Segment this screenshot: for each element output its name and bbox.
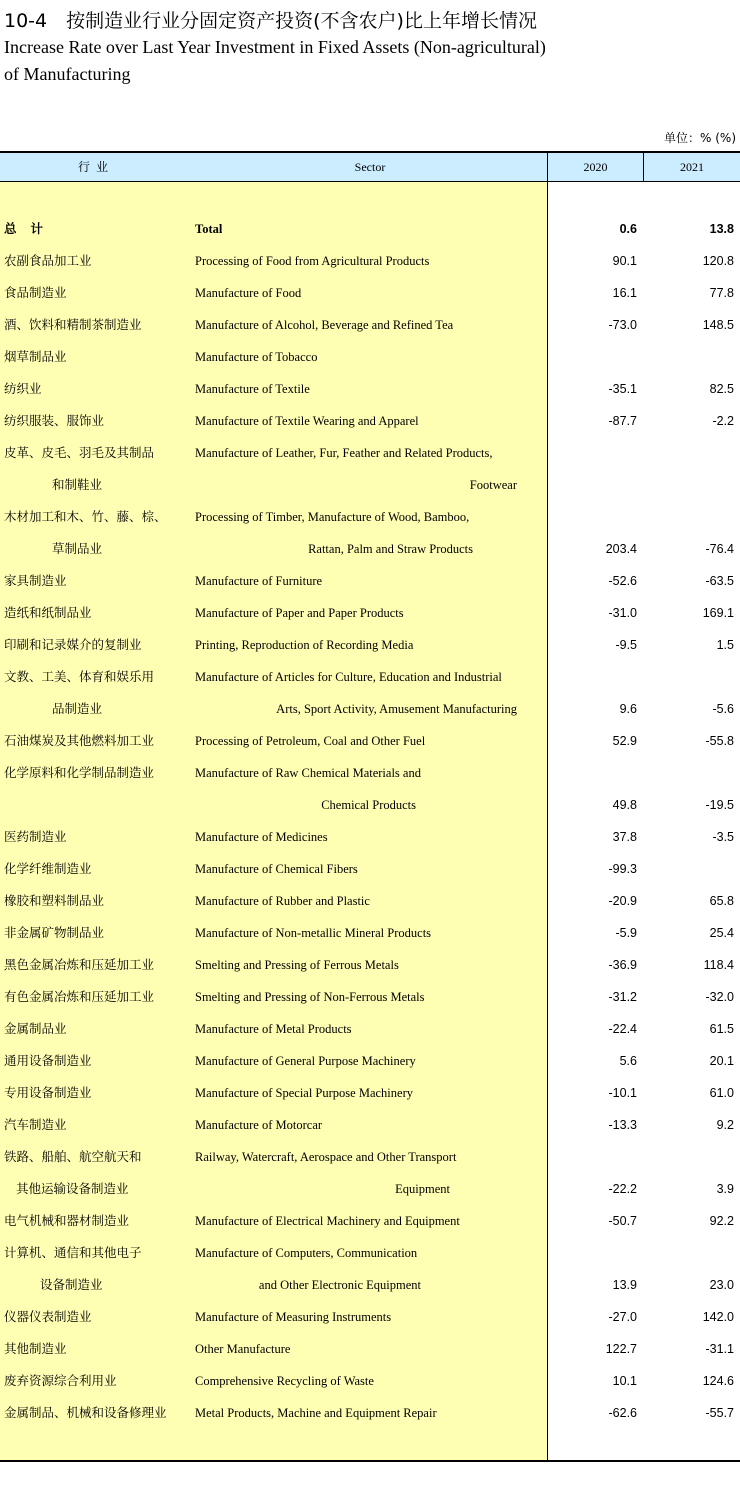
- table-row: [0, 437, 740, 469]
- table-title-english-line2: of Manufacturing: [4, 64, 131, 84]
- value-2021: -2.2: [712, 414, 734, 428]
- value-2020: -36.9: [608, 958, 637, 972]
- row-label-cn: 木材加工和木、竹、藤、棕、: [4, 509, 167, 524]
- value-2020: 0.6: [619, 222, 637, 236]
- table-row: [0, 1301, 740, 1333]
- row-label-en: Manufacture of Textile Wearing and Apparel: [195, 414, 419, 428]
- value-2021: 148.5: [702, 318, 734, 332]
- table-row: [0, 661, 740, 693]
- row-label-cn: 非金属矿物制品业: [4, 925, 105, 940]
- row-label-en: Manufacture of Electrical Machinery and Equipment: [195, 1214, 460, 1228]
- row-label-en: Manufacture of Food: [195, 286, 302, 300]
- row-label-cn: 电气机械和器材制造业: [4, 1213, 130, 1228]
- header-year-2021: 2021: [680, 160, 704, 174]
- row-label-cn: 计算机、通信和其他电子: [4, 1245, 142, 1260]
- row-label-en-cont: Chemical Products: [321, 798, 416, 812]
- row-label-cn-cont: 设备制造业: [40, 1277, 103, 1292]
- row-label-en: Manufacture of Metal Products: [195, 1022, 352, 1036]
- unit-label: 单位：% (%): [664, 131, 736, 145]
- value-2020: -52.6: [608, 574, 637, 588]
- row-label-en: Processing of Food from Agricultural Products: [195, 254, 430, 268]
- value-2020: 10.1: [612, 1374, 637, 1388]
- value-2021: 25.4: [709, 926, 734, 940]
- value-2021: 1.5: [716, 638, 734, 652]
- value-2021: 118.4: [703, 958, 734, 972]
- row-label-en: Manufacture of Special Purpose Machinery: [195, 1086, 413, 1100]
- value-2021: -3.5: [712, 830, 734, 844]
- value-2021: 169.1: [702, 606, 734, 620]
- table-row: [0, 757, 740, 789]
- value-2020: -99.3: [608, 862, 637, 876]
- value-2020: -13.3: [608, 1118, 637, 1132]
- table-row: [0, 1237, 740, 1269]
- table-row-continuation: [0, 1269, 740, 1301]
- value-2021: 92.2: [709, 1214, 734, 1228]
- value-2021: 13.8: [709, 222, 734, 236]
- value-2020: -31.0: [608, 606, 637, 620]
- row-label-cn: 烟草制品业: [4, 349, 67, 364]
- table-row-continuation: [0, 469, 740, 501]
- table-row: [0, 1365, 740, 1397]
- row-label-en: Railway, Watercraft, Aerospace and Other Transport: [195, 1150, 457, 1164]
- row-label-cn: 汽车制造业: [4, 1117, 67, 1132]
- row-label-en: Manufacture of Textile: [195, 382, 310, 396]
- row-label-cn: 铁路、船舶、航空航天和: [4, 1149, 142, 1164]
- row-label-cn: 黑色金属冶炼和压延加工业: [4, 957, 155, 972]
- table-row: [0, 1333, 740, 1365]
- row-label-cn: 金属制品业: [4, 1021, 67, 1036]
- table-row: [0, 597, 740, 629]
- row-label-cn: 酒、饮料和精制茶制造业: [4, 317, 142, 332]
- row-label-cn-cont: 其他运输设备制造业: [16, 1181, 129, 1196]
- value-2020: -9.5: [615, 638, 637, 652]
- row-label-cn: 其他制造业: [4, 1341, 67, 1356]
- value-2020: 16.1: [612, 286, 637, 300]
- row-label-en-cont: Arts, Sport Activity, Amusement Manufacturing: [276, 702, 517, 716]
- value-2020: -31.2: [608, 990, 637, 1004]
- value-2020: 37.8: [612, 830, 637, 844]
- value-2021: -31.1: [705, 1342, 734, 1356]
- value-2020: -87.7: [608, 414, 637, 428]
- row-label-en-cont: Equipment: [395, 1182, 450, 1196]
- row-label-en: Manufacture of Chemical Fibers: [195, 862, 358, 876]
- row-label-en-cont: Rattan, Palm and Straw Products: [308, 542, 473, 556]
- value-2020: 122.7: [605, 1342, 637, 1356]
- table-row-continuation: [0, 693, 740, 725]
- table-row: [0, 373, 740, 405]
- value-2021: -76.4: [705, 542, 734, 556]
- row-label-cn: 金属制品、机械和设备修理业: [4, 1405, 167, 1420]
- value-2020: -27.0: [608, 1310, 637, 1324]
- value-2020: -22.4: [608, 1022, 637, 1036]
- value-2021: 77.8: [709, 286, 734, 300]
- table-row: [0, 981, 740, 1013]
- row-label-en: Smelting and Pressing of Non-Ferrous Metals: [195, 990, 425, 1004]
- table-row: [0, 629, 740, 661]
- table-row: [0, 501, 740, 533]
- table-row: [0, 1013, 740, 1045]
- row-label-cn: 化学原料和化学制品制造业: [4, 765, 155, 780]
- row-label-cn-cont: 品制造业: [52, 701, 103, 716]
- row-label-en: Manufacture of Non-metallic Mineral Products: [195, 926, 432, 940]
- row-label-en: Manufacture of Rubber and Plastic: [195, 894, 370, 908]
- row-label-cn: 文教、工美、体育和娱乐用: [4, 669, 155, 684]
- table-row-continuation: [0, 533, 740, 565]
- value-2021: 65.8: [709, 894, 734, 908]
- row-label-cn: 纺织服装、服饰业: [4, 413, 105, 428]
- row-label-en: Manufacture of Alcohol, Beverage and Refined Tea: [195, 318, 454, 332]
- row-label-en: Processing of Petroleum, Coal and Other Fuel: [195, 734, 426, 748]
- row-label-en: Manufacture of Articles for Culture, Education and Industrial: [195, 670, 502, 684]
- value-2020: -73.0: [608, 318, 637, 332]
- row-label-cn: 化学纤维制造业: [4, 861, 92, 876]
- table-row: [0, 1077, 740, 1109]
- row-label-en: Manufacture of Furniture: [195, 574, 323, 588]
- value-2020: 90.1: [612, 254, 637, 268]
- row-label-cn: 有色金属冶炼和压延加工业: [4, 989, 155, 1004]
- row-label-en-cont: and Other Electronic Equipment: [258, 1278, 421, 1292]
- value-2021: 142.0: [702, 1310, 734, 1324]
- value-2020: -5.9: [615, 926, 637, 940]
- value-2021: -55.7: [705, 1406, 734, 1420]
- row-label-en: Metal Products, Machine and Equipment Repair: [195, 1406, 437, 1420]
- table-row-continuation: [0, 789, 740, 821]
- table-row: [0, 277, 740, 309]
- row-label-cn: 印刷和记录媒介的复制业: [4, 637, 142, 652]
- value-2021: 120.8: [702, 254, 734, 268]
- value-2021: 20.1: [709, 1054, 734, 1068]
- row-label-en: Total: [195, 222, 223, 236]
- row-label-en: Printing, Reproduction of Recording Media: [195, 638, 414, 652]
- table-row: [0, 949, 740, 981]
- table-row-total: [0, 213, 740, 245]
- row-label-en: Smelting and Pressing of Ferrous Metals: [195, 958, 399, 972]
- row-label-cn: 农副食品加工业: [4, 253, 92, 268]
- header-bottom-rule: [0, 181, 740, 182]
- row-label-en: Manufacture of Medicines: [195, 830, 328, 844]
- value-2020: 13.9: [612, 1278, 637, 1292]
- table-row: [0, 1141, 740, 1173]
- table-title-chinese: 10-4 按制造业行业分固定资产投资(不含农户)比上年增长情况: [4, 10, 537, 32]
- table-row: [0, 341, 740, 373]
- value-2021: -5.6: [712, 702, 734, 716]
- row-label-en: Manufacture of Raw Chemical Materials and: [195, 766, 421, 780]
- row-label-en: Manufacture of Computers, Communication: [195, 1246, 418, 1260]
- value-2021: 124.6: [702, 1374, 734, 1388]
- table-row: [0, 309, 740, 341]
- row-label-cn: 医药制造业: [4, 829, 67, 844]
- value-2021: 23.0: [709, 1278, 734, 1292]
- row-label-en: Comprehensive Recycling of Waste: [195, 1374, 374, 1388]
- table-row: [0, 885, 740, 917]
- value-2021: 3.9: [716, 1182, 734, 1196]
- value-2021: -19.5: [705, 798, 734, 812]
- value-2021: 61.0: [709, 1086, 734, 1100]
- value-2020: 52.9: [612, 734, 637, 748]
- data-table: [0, 151, 740, 1462]
- table-row: [0, 1205, 740, 1237]
- value-2021: 61.5: [709, 1022, 734, 1036]
- row-label-en-cont: Footwear: [469, 478, 517, 492]
- value-2020: 5.6: [619, 1054, 637, 1068]
- table-row-continuation: [0, 1173, 740, 1205]
- row-label-cn: 总计: [4, 221, 58, 236]
- value-2020: 203.4: [605, 542, 637, 556]
- row-label-en: Processing of Timber, Manufacture of Wood, Bamboo,: [195, 510, 470, 524]
- value-2020: -62.6: [608, 1406, 637, 1420]
- table-row: [0, 1045, 740, 1077]
- row-label-cn-cont: 和制鞋业: [52, 477, 103, 492]
- table-row: [0, 821, 740, 853]
- table-row: [0, 853, 740, 885]
- row-label-cn-cont: 草制品业: [52, 541, 103, 556]
- row-label-cn: 通用设备制造业: [4, 1053, 92, 1068]
- row-label-en: Manufacture of General Purpose Machinery: [195, 1054, 416, 1068]
- table-row: [0, 725, 740, 757]
- header-industry: 行业: [77, 160, 114, 174]
- table-row: [0, 917, 740, 949]
- value-2021: 82.5: [709, 382, 734, 396]
- value-2021: -55.8: [705, 734, 734, 748]
- row-label-cn: 皮革、皮毛、羽毛及其制品: [4, 445, 155, 460]
- table-title-english-line1: Increase Rate over Last Year Investment in Fixed Assets (Non-agricultural): [4, 37, 546, 57]
- value-2020: 9.6: [619, 702, 637, 716]
- row-label-en: Other Manufacture: [195, 1342, 291, 1356]
- value-2020: -10.1: [608, 1086, 637, 1100]
- row-label-en: Manufacture of Leather, Fur, Feather and Related Products,: [195, 446, 493, 460]
- value-2020: -50.7: [608, 1214, 637, 1228]
- value-2020: -20.9: [608, 894, 637, 908]
- row-label-cn: 废弃资源综合利用业: [4, 1373, 117, 1388]
- row-label-cn: 纺织业: [4, 381, 42, 396]
- value-2020: -22.2: [608, 1182, 637, 1196]
- table-row: [0, 565, 740, 597]
- row-label-cn: 食品制造业: [4, 285, 67, 300]
- row-label-en: Manufacture of Tobacco: [195, 350, 318, 364]
- value-2020: -35.1: [608, 382, 637, 396]
- header-sector: Sector: [354, 160, 386, 174]
- table-bottom-rule: [0, 1460, 740, 1462]
- row-label-cn: 橡胶和塑料制品业: [4, 893, 105, 908]
- table-row: [0, 1109, 740, 1141]
- table-row: [0, 245, 740, 277]
- row-label-cn: 造纸和纸制品业: [4, 605, 92, 620]
- header-year-2020: 2020: [583, 160, 608, 174]
- row-label-en: Manufacture of Paper and Paper Products: [195, 606, 404, 620]
- row-label-cn: 家具制造业: [4, 573, 67, 588]
- row-label-en: Manufacture of Motorcar: [195, 1118, 323, 1132]
- row-label-en: Manufacture of Measuring Instruments: [195, 1310, 392, 1324]
- value-2021: -32.0: [705, 990, 734, 1004]
- row-label-cn: 专用设备制造业: [4, 1085, 92, 1100]
- value-2020: 49.8: [612, 798, 637, 812]
- table-row: [0, 1397, 740, 1429]
- row-label-cn: 石油煤炭及其他燃料加工业: [4, 733, 155, 748]
- row-label-cn: 仪器仪表制造业: [4, 1309, 92, 1324]
- value-2021: 9.2: [716, 1118, 734, 1132]
- value-2021: -63.5: [705, 574, 734, 588]
- table-row: [0, 405, 740, 437]
